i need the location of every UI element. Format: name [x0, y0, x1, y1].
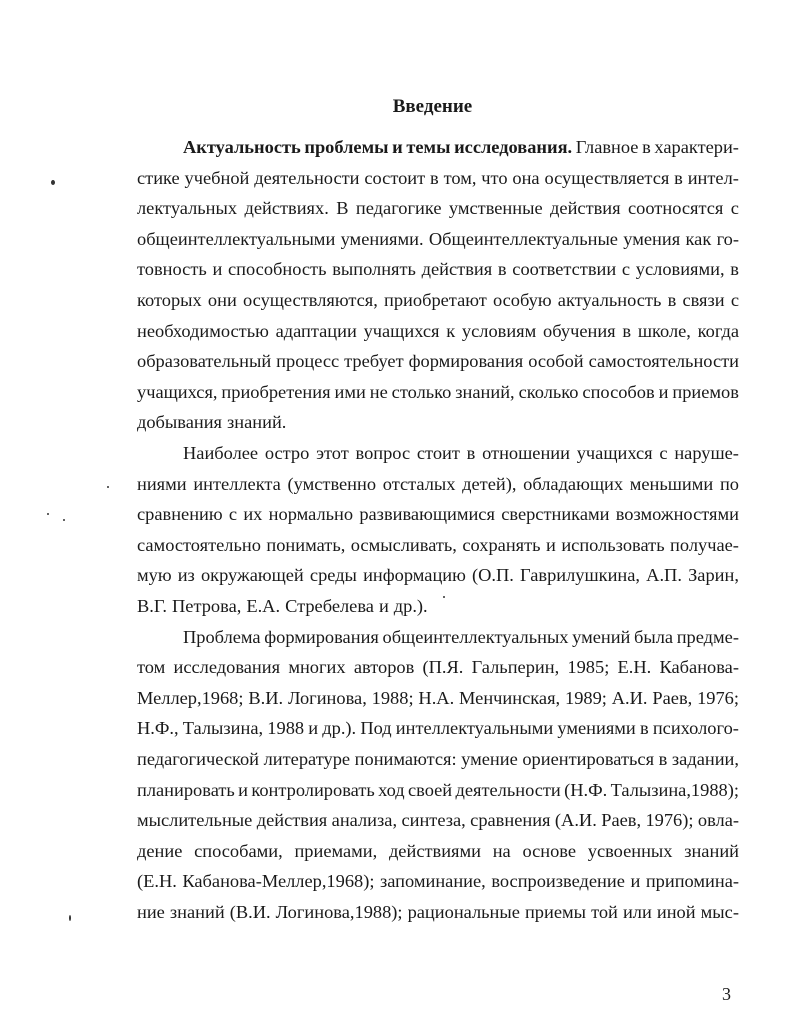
- text-line: добывания знаний.: [137, 412, 287, 433]
- text-line: дение способами, приемами, действиями на основе усвоенных знаний: [137, 840, 739, 861]
- scan-speck: [51, 180, 55, 185]
- text-line: том исследования многих авторов (П.Я. Гальперин, 1985; Е.Н. Кабанова-: [137, 657, 739, 678]
- text-line: лектуальных действиях. В педагогике умственные действия соотносятся с: [137, 198, 739, 219]
- text-line: Н.Ф., Талызина, 1988 и др.). Под интеллектуальными умениями в психолого-: [137, 718, 739, 739]
- text-line: Наиболее остро этот вопрос стоит в отношении учащихся с наруше-: [183, 443, 739, 463]
- text-line: сравнению с их нормально развивающимися сверстниками возможностями: [137, 504, 739, 525]
- text-line: планировать и контролировать ход своей деятельности (Н.Ф. Талызина,1988);: [137, 779, 739, 800]
- text-line: самостоятельно понимать, осмысливать, сохранять и использовать получае-: [137, 534, 739, 555]
- text-line: необходимостью адаптации учащихся к условиям обучения в школе, когда: [137, 320, 739, 341]
- scan-speck: [69, 915, 71, 921]
- page-number: 3: [722, 984, 731, 1004]
- scan-speck: [63, 519, 65, 521]
- text-line: стике учебной деятельности состоит в том, что она осуществляется в интел-: [137, 167, 739, 188]
- text-line: учащихся, приобретения ими не столько знаний, сколько способов и приемов: [137, 381, 739, 402]
- text-line: общеинтеллектуальными умениями. Общеинтеллектуальные умения как го-: [137, 228, 739, 249]
- text-line: педагогической литературе понимаются: умение ориентироваться в задании,: [137, 749, 739, 769]
- text-line: Меллер,1968; В.И. Логинова, 1988; Н.А. Менчинская, 1989; А.И. Раев, 1976;: [137, 687, 739, 708]
- scan-speck: [47, 513, 49, 515]
- text-line: мыслительные действия анализа, синтеза, сравнения (А.И. Раев, 1976); овла-: [137, 810, 739, 831]
- scan-speck: [107, 486, 109, 488]
- text-line: ниями интеллекта (умственно отсталых детей), обладающих меньшими по: [137, 473, 739, 494]
- text-line: которых они осуществляются, приобретают особую актуальность в связи с: [137, 290, 739, 310]
- text-line: В.Г. Петрова, Е.А. Стребелева и др.).: [137, 596, 428, 616]
- text-line: (Е.Н. Кабанова-Меллер,1968); запоминание, воспроизведение и припомина-: [137, 871, 739, 892]
- text-line: товность и способность выполнять действия в соответствии с условиями, в: [137, 259, 739, 280]
- page-title: Введение: [392, 96, 473, 117]
- text-line: Проблема формирования общеинтеллектуальных умений была предме-: [183, 626, 739, 647]
- text-line: мую из окружающей среды информацию (О.П. Гаврилушкина, А.П. Зарин,: [137, 565, 739, 586]
- text-line: ние знаний (В.И. Логинова,1988); рациональные приемы той или иной мыс-: [137, 902, 739, 922]
- text-line: образовательный процесс требует формирования особой самостоятельности: [137, 351, 739, 372]
- scan-speck: [443, 596, 445, 598]
- text-line: Актуальность проблемы и темы исследования. Главное в характери-: [183, 137, 739, 157]
